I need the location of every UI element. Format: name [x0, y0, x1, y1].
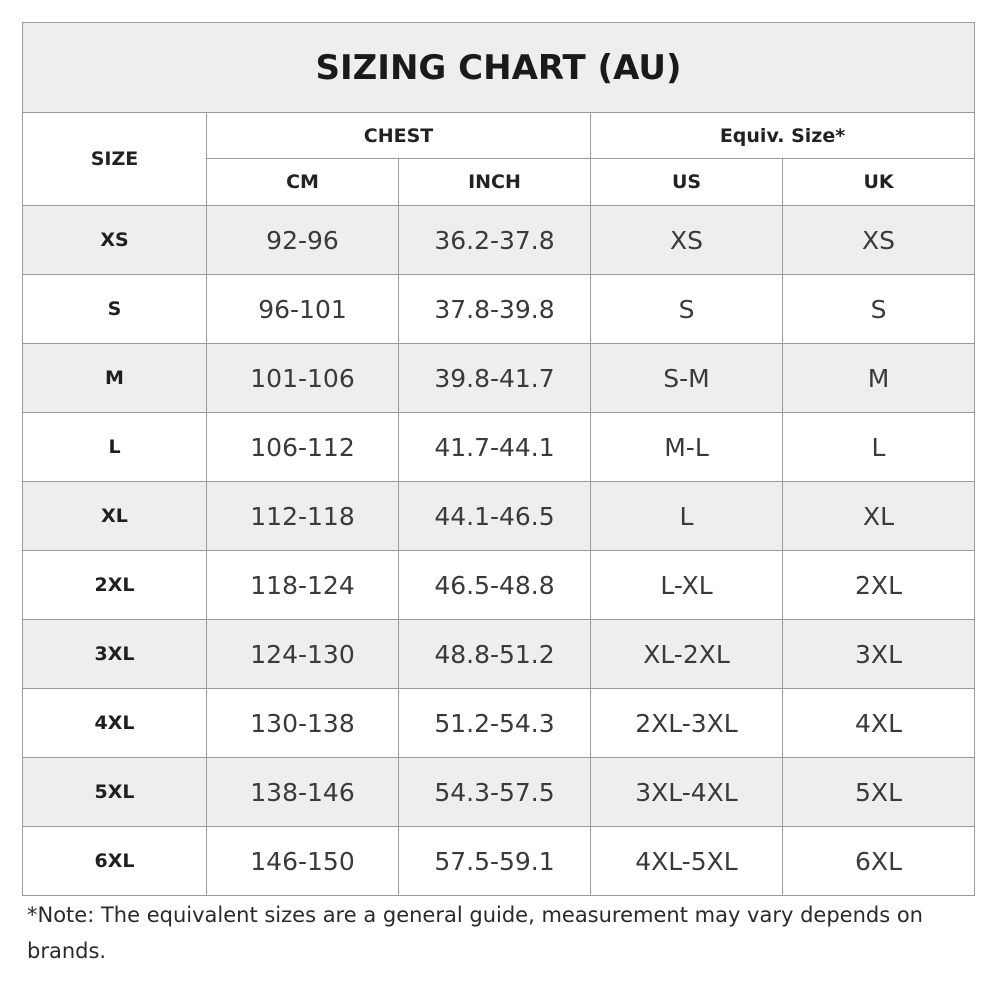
table-row — [23, 827, 975, 896]
uk-size-cell: 5XL — [783, 758, 975, 827]
chest-inch-cell: 46.5-48.8 — [399, 551, 591, 620]
uk-size-cell: M — [783, 344, 975, 413]
uk-size-cell: S — [783, 275, 975, 344]
chart-title: SIZING CHART (AU) — [23, 23, 975, 113]
chest-inch-cell: 57.5-59.1 — [399, 827, 591, 896]
size-cell: 4XL — [23, 689, 207, 758]
us-size-cell: 2XL-3XL — [591, 689, 783, 758]
table-row — [23, 758, 975, 827]
chest-cm-cell: 101-106 — [207, 344, 399, 413]
us-column-header: US — [591, 159, 783, 206]
us-size-cell: L-XL — [591, 551, 783, 620]
chest-inch-cell: 44.1-46.5 — [399, 482, 591, 551]
footnote: *Note: The equivalent sizes are a general guide, measurement may vary depends on brands. — [27, 903, 923, 963]
chest-inch-cell: 41.7-44.1 — [399, 413, 591, 482]
chest-inch-cell: 51.2-54.3 — [399, 689, 591, 758]
sizing-table — [22, 22, 975, 896]
us-size-cell: XS — [591, 206, 783, 275]
uk-size-cell: XL — [783, 482, 975, 551]
uk-size-cell: 2XL — [783, 551, 975, 620]
us-size-cell: 3XL-4XL — [591, 758, 783, 827]
chest-inch-cell: 39.8-41.7 — [399, 344, 591, 413]
chest-cm-cell: 146-150 — [207, 827, 399, 896]
uk-size-cell: XS — [783, 206, 975, 275]
chest-cm-cell: 124-130 — [207, 620, 399, 689]
table-row — [23, 206, 975, 275]
size-column-header: SIZE — [23, 113, 207, 206]
size-cell: 3XL — [23, 620, 207, 689]
uk-size-cell: L — [783, 413, 975, 482]
uk-column-header: UK — [783, 159, 975, 206]
table-row — [23, 689, 975, 758]
chest-cm-cell: 112-118 — [207, 482, 399, 551]
table-row — [23, 275, 975, 344]
table-row — [23, 413, 975, 482]
title-row — [23, 23, 975, 113]
chest-cm-cell: 138-146 — [207, 758, 399, 827]
chest-cm-cell: 130-138 — [207, 689, 399, 758]
table-row — [23, 344, 975, 413]
chest-group-header: CHEST — [207, 113, 591, 159]
size-cell: 6XL — [23, 827, 207, 896]
chest-inch-cell: 54.3-57.5 — [399, 758, 591, 827]
size-cell: M — [23, 344, 207, 413]
size-cell: 5XL — [23, 758, 207, 827]
us-size-cell: S — [591, 275, 783, 344]
inch-column-header: INCH — [399, 159, 591, 206]
sizing-chart — [22, 22, 974, 896]
chest-cm-cell: 106-112 — [207, 413, 399, 482]
size-cell: S — [23, 275, 207, 344]
us-size-cell: M-L — [591, 413, 783, 482]
size-cell: XS — [23, 206, 207, 275]
equiv-size-group-header: Equiv. Size* — [591, 113, 975, 159]
cm-column-header: CM — [207, 159, 399, 206]
chest-cm-cell: 92-96 — [207, 206, 399, 275]
uk-size-cell: 4XL — [783, 689, 975, 758]
table-row — [23, 620, 975, 689]
us-size-cell: 4XL-5XL — [591, 827, 783, 896]
size-cell: L — [23, 413, 207, 482]
chest-cm-cell: 118-124 — [207, 551, 399, 620]
chest-inch-cell: 37.8-39.8 — [399, 275, 591, 344]
uk-size-cell: 6XL — [783, 827, 975, 896]
us-size-cell: S-M — [591, 344, 783, 413]
table-body — [23, 206, 975, 896]
uk-size-cell: 3XL — [783, 620, 975, 689]
chest-inch-cell: 36.2-37.8 — [399, 206, 591, 275]
chest-inch-cell: 48.8-51.2 — [399, 620, 591, 689]
us-size-cell: XL-2XL — [591, 620, 783, 689]
size-cell: XL — [23, 482, 207, 551]
chest-cm-cell: 96-101 — [207, 275, 399, 344]
size-cell: 2XL — [23, 551, 207, 620]
table-row — [23, 551, 975, 620]
header-row-top — [23, 113, 975, 159]
table-row — [23, 482, 975, 551]
us-size-cell: L — [591, 482, 783, 551]
